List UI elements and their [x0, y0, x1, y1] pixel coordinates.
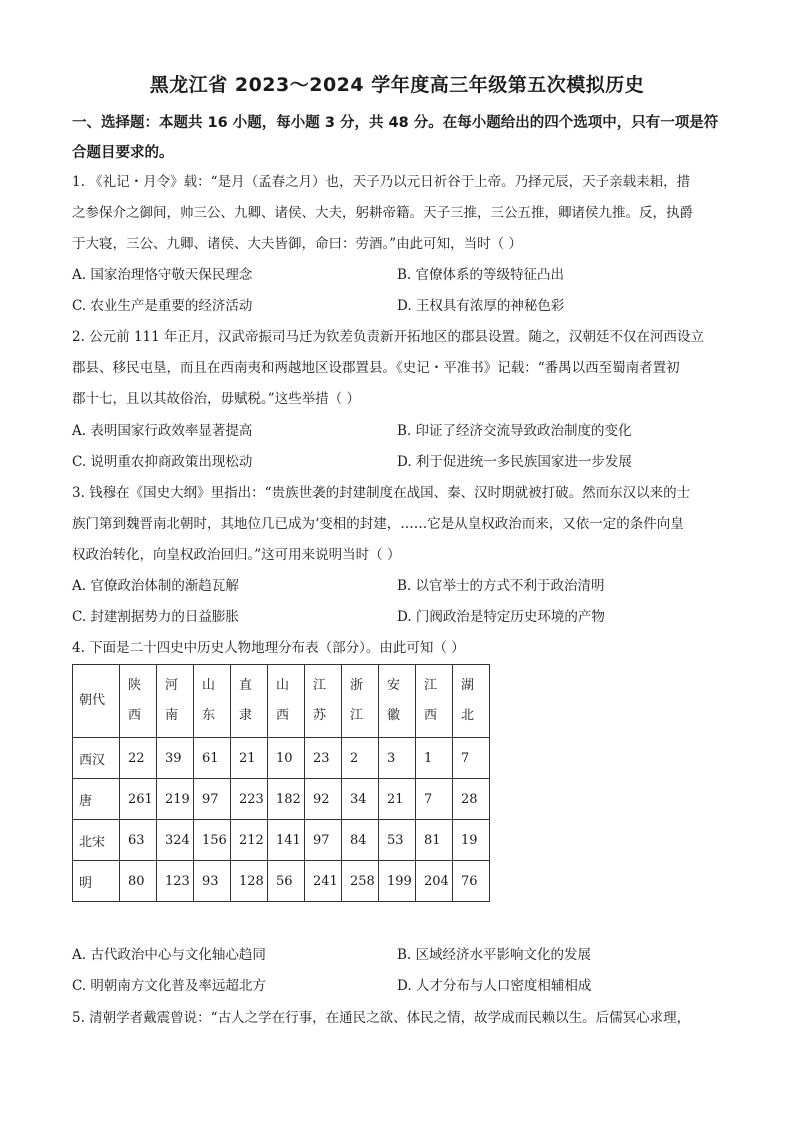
q4-option-b: B. 区域经济水平影响文化的发展 — [397, 947, 592, 963]
q2-option-a: A. 表明国家行政效率显著提高 — [72, 423, 253, 439]
table-header-cell — [453, 665, 490, 738]
table-cell: 56 — [268, 861, 305, 902]
table-cell: 7 — [416, 779, 453, 820]
table-cell: 23 — [305, 738, 342, 779]
table-cell: 128 — [231, 861, 268, 902]
table-cell: 204 — [416, 861, 453, 902]
table-row — [73, 861, 490, 902]
table-header-cell — [342, 665, 379, 738]
q4-option-d: D. 人才分布与人口密度相辅相成 — [397, 978, 592, 994]
table-cell: 76 — [453, 861, 490, 902]
table-row — [73, 779, 490, 820]
table-cell: 258 — [342, 861, 379, 902]
q1-option-a: A. 国家治理恪守敬天保民理念 — [72, 267, 253, 283]
q4-line-1: 4. 下面是二十四史中历史人物地理分布表（部分）。由此可知（ ） — [72, 640, 465, 656]
table-cell: 80 — [120, 861, 157, 902]
q3-option-a: A. 官僚政治体制的渐趋瓦解 — [72, 578, 239, 594]
table-cell: 97 — [305, 820, 342, 861]
table-row — [73, 738, 490, 779]
table-cell: 141 — [268, 820, 305, 861]
table-cell: 261 — [120, 779, 157, 820]
table-header-cell — [157, 665, 194, 738]
table-header-text: 陕西 — [128, 678, 142, 723]
table-header-text: 直隶 — [239, 678, 253, 723]
table-header-text: 安徽 — [387, 678, 401, 723]
table-header-cell — [120, 665, 157, 738]
table-header-text: 江西 — [424, 678, 438, 723]
table-cell: 2 — [342, 738, 379, 779]
table-cell: 10 — [268, 738, 305, 779]
table-header-cell — [231, 665, 268, 738]
q1-option-b: B. 官僚体系的等级特征凸出 — [397, 267, 565, 283]
table-cell: 219 — [157, 779, 194, 820]
table-cell: 84 — [342, 820, 379, 861]
table-cell: 西汉 — [73, 738, 120, 779]
table-cell: 182 — [268, 779, 305, 820]
table-cell: 21 — [379, 779, 416, 820]
table-header-row — [73, 665, 490, 738]
table-cell: 53 — [379, 820, 416, 861]
q3-line-2: 族门第到魏晋南北朝时，其地位几已成为‘变相的封建，……它是从皇权政治而来，又依一定的条件向皇 — [72, 516, 684, 532]
table-header-text: 山西 — [276, 678, 290, 723]
table-cell: 92 — [305, 779, 342, 820]
table-cell: 61 — [194, 738, 231, 779]
q2-option-b: B. 印证了经济交流导致政治制度的变化 — [397, 423, 632, 439]
table-cell: 唐 — [73, 779, 120, 820]
q4-option-a: A. 古代政治中心与文化轴心趋同 — [72, 947, 266, 963]
section-instructions: 一、选择题：本题共 16 小题，每小题 3 分，共 48 分。在每小题给出的四个选项中，只有一项是符合题目要求的。 — [72, 115, 719, 161]
table-cell: 123 — [157, 861, 194, 902]
table-header-text: 河南 — [165, 678, 179, 723]
table-cell: 324 — [157, 820, 194, 861]
history-figures-table — [72, 664, 490, 902]
q3-option-c: C. 封建割据势力的日益膨胀 — [72, 609, 239, 625]
q3-option-b: B. 以官举士的方式不利于政治清明 — [397, 578, 605, 594]
table-header-cell — [379, 665, 416, 738]
q1-option-d: D. 王权具有浓厚的神秘色彩 — [397, 298, 565, 314]
table-cell: 156 — [194, 820, 231, 861]
q2-option-d: D. 利于促进统一多民族国家进一步发展 — [397, 454, 632, 470]
table-cell: 北宋 — [73, 820, 120, 861]
q1-line-1: 1. 《礼记・月令》载：“是月（孟春之月）也，天子乃以元日祈谷于上帝。乃择元辰，天子亲载耒耜，措 — [72, 174, 691, 190]
table-cell: 34 — [342, 779, 379, 820]
table-cell: 223 — [231, 779, 268, 820]
q4-option-c: C. 明朝南方文化普及率远超北方 — [72, 978, 266, 994]
table-cell: 93 — [194, 861, 231, 902]
q2-line-2: 郡县、移民屯垦，而且在西南夷和两越地区设郡置县。《史记・平准书》记载：“番禺以西至蜀南者置初 — [72, 360, 680, 376]
table-header-text: 湖北 — [461, 678, 475, 723]
q3-line-3: 权政治转化，向皇权政治回归。”这可用来说明当时（ ） — [72, 547, 401, 563]
table-cell: 22 — [120, 738, 157, 779]
table-cell: 39 — [157, 738, 194, 779]
table-cell: 7 — [453, 738, 490, 779]
q1-line-3: 于大寝，三公、九卿、诸侯、大夫皆御，命曰：劳酒。”由此可知，当时（ ） — [72, 236, 522, 252]
table-header-cell — [416, 665, 453, 738]
q3-option-d: D. 门阀政治是特定历史环境的产物 — [397, 609, 605, 625]
table-header-cell — [194, 665, 231, 738]
q1-line-2: 之参保介之御间，帅三公、九卿、诸侯、大夫，躬耕帝籍。天子三推，三公五推，卿诸侯九推。反，执爵 — [72, 205, 693, 221]
table-cell: 3 — [379, 738, 416, 779]
table-cell: 1 — [416, 738, 453, 779]
table-header-text: 江苏 — [313, 678, 327, 723]
exam-title: 黑龙江省 2023～2024 学年度高三年级第五次模拟历史 — [149, 74, 645, 96]
table-cell: 212 — [231, 820, 268, 861]
table-row — [73, 820, 490, 861]
table-cell: 28 — [453, 779, 490, 820]
table-header-cell: 朝代 — [73, 665, 120, 738]
table-cell: 97 — [194, 779, 231, 820]
q2-line-3: 郡十七，且以其故俗治，毋赋税。”这些举措（ ） — [72, 391, 360, 407]
table-header-cell — [305, 665, 342, 738]
q2-option-c: C. 说明重农抑商政策出现松动 — [72, 454, 253, 470]
q1-option-c: C. 农业生产是重要的经济活动 — [72, 298, 253, 314]
table-cell: 199 — [379, 861, 416, 902]
table-cell: 63 — [120, 820, 157, 861]
table-header-cell — [268, 665, 305, 738]
q3-line-1: 3. 钱穆在《国史大纲》里指出：“贵族世袭的封建制度在战国、秦、汉时期就被打破。然而东汉以来的士 — [72, 485, 691, 501]
table-cell: 明 — [73, 861, 120, 902]
q2-line-1: 2. 公元前 111 年正月，汉武帝振司马迁为钦差负责新开拓地区的郡县设置。随之，汉朝廷不仅在河西设立 — [72, 329, 705, 345]
table-cell: 21 — [231, 738, 268, 779]
table-header-text: 浙江 — [350, 678, 364, 723]
table-header-text: 山东 — [202, 678, 216, 723]
table-cell: 19 — [453, 820, 490, 861]
table-cell: 81 — [416, 820, 453, 861]
q5-line-1: 5. 清朝学者戴震曾说：“古人之学在行事，在通民之欲、体民之情，故学成而民赖以生。后儒冥心求理， — [72, 1010, 691, 1026]
table-cell: 241 — [305, 861, 342, 902]
